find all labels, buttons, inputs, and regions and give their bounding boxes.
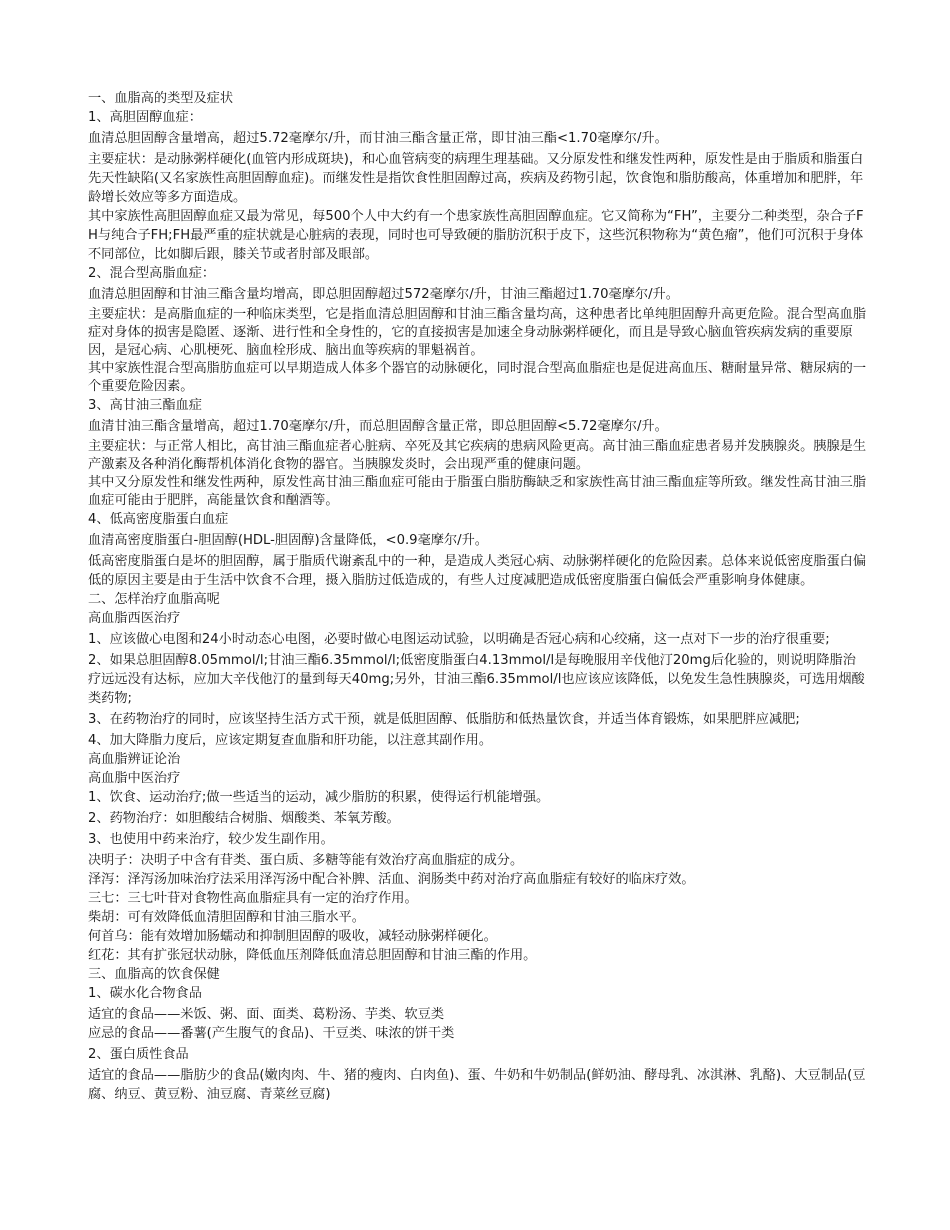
subsection-heading: 3、高甘油三酯血症: [88, 398, 202, 413]
subsection-heading: 2、混合型高脂血症：: [88, 266, 216, 281]
paragraph: 主要症状：与正常人相比，高甘油三酯血症者心脏病、卒死及其它疾病的患病风险更高。高甘油三酯血症患者易并发胰腺炎。胰腺是生产激素及各种消化酶帮机体消化食物的器官。当胰腺发炎时，会出现严重的健康问题。: [88, 439, 867, 472]
paragraph: 其中又分原发性和继发性两种，原发性高甘油三酯血症可能由于脂蛋白脂肪酶缺乏和家族性高甘油三酯血症等所致。继发性高甘油三脂血症可能由于肥胖，高能量饮食和酗酒等。: [88, 475, 867, 508]
list-item: 3、也使用中药来治疗，较少发生副作用。: [88, 832, 334, 847]
herb-item: 何首乌：能有效增加肠蠕动和抑制胆固醇的吸收，减轻动脉粥样硬化。: [88, 929, 497, 944]
subsection-heading: 1、碳水化合物食品: [88, 986, 202, 1001]
herb-item: 红花：其有扩张冠状动脉，降低血压剂降低血清总胆固醇和甘油三酯的作用。: [88, 948, 537, 963]
herb-item: 三七：三七叶苷对食物性高血脂症具有一定的治疗作用。: [88, 891, 418, 906]
herb-item: 泽泻：泽泻汤加味治疗法采用泽泻汤中配合补脾、活血、润肠类中药对治疗高血脂症有较好的临床疗效。: [88, 872, 695, 887]
list-item: 4、加大降脂力度后，应该定期复查血脂和肝功能，以注意其副作用。: [88, 733, 493, 748]
list-item: 2、如果总胆固醇8.05mmol/l;甘油三酯6.35mmol/l;低密度脂蛋白4.13mmol/l是每晚服用辛伐他汀20mg后化验的，则说明降脂治疗远远没有达标，应加大辛伐他汀的量到每天40mg;另外，甘油三酯6.35mmol/l也应该应该降低，以免发生急性胰腺炎，可选用烟酸类药物;: [88, 653, 865, 706]
list-item: 应忌的食品——番薯(产生腹气的食品)、干豆类、味浓的饼干类: [88, 1026, 455, 1041]
subsection-heading: 1、高胆固醇血症：: [88, 110, 202, 125]
list-item: 1、应该做心电图和24小时动态心电图，必要时做心电图运动试验，以明确是否冠心病和心绞痛，这一点对下一步的治疗很重要;: [88, 632, 830, 647]
subsection-heading: 4、低高密度脂蛋白血症: [88, 512, 229, 527]
paragraph: 其中家族性混合型高脂肪血症可以早期造成人体多个器官的动脉硬化，同时混合型高血脂症也是促进高血压、糖耐量异常、糖尿病的一个重要危险因素。: [88, 361, 867, 394]
document-page: [88, 89, 868, 1104]
section-heading: 三、血脂高的饮食保健: [88, 967, 220, 982]
subsection-heading: 高血脂中医治疗: [88, 771, 181, 786]
list-item: 适宜的食品——脂肪少的食品(嫩肉肉、牛、猪的瘦肉、白肉鱼)、蛋、牛奶和牛奶制品(鲜奶油、酵母乳、冰淇淋、乳酪)、大豆制品(豆腐、纳豆、黄豆粉、油豆腐、青菜丝豆腐): [88, 1068, 866, 1102]
paragraph: 血清高密度脂蛋白-胆固醇(HDL-胆固醇)含量降低，<0.9毫摩尔/升。: [88, 533, 488, 548]
subsection-heading: 高血脂辨证论治: [88, 752, 181, 767]
paragraph: 主要症状：是动脉粥样硬化(血管内形成斑块)，和心血管病变的病理生理基础。又分原发性和继发性两种，原发性是由于脂质和脂蛋白先天性缺陷(又名家族性高胆固醇血症)。而继发性是指饮食性胆固醇过高，疾病及药物引起，饮食饱和脂肪酸高，体重增加和肥胖，年龄增长效应等多方面造成。: [88, 152, 864, 205]
list-item: 适宜的食品——米饭、粥、面、面类、葛粉汤、芋类、软豆类: [88, 1007, 445, 1022]
paragraph: 低高密度脂蛋白是坏的胆固醇，属于脂质代谢紊乱中的一种，是造成人类冠心病、动脉粥样硬化的危险因素。总体来说低密度脂蛋白偏低的原因主要是由于生活中饮食不合理，摄入脂肪过低造成的，有些人过度减肥造成低密度脂蛋白偏低会严重影响身体健康。: [88, 554, 867, 588]
list-item: 2、药物治疗：如胆酸结合树脂、烟酸类、苯氧芳酸。: [88, 811, 400, 826]
herb-item: 柴胡：可有效降低血清胆固醇和甘油三脂水平。: [88, 910, 365, 925]
paragraph: 血清甘油三酯含量增高，超过1.70毫摩尔/升，而总胆固醇含量正常，即总胆固醇<5.72毫摩尔/升。: [88, 419, 668, 434]
list-item: 1、饮食、运动治疗;做一些适当的运动，减少脂肪的积累，使得运行机能增强。: [88, 790, 550, 805]
subsection-heading: 高血脂西医治疗: [88, 611, 181, 626]
paragraph: 血清总胆固醇含量增高，超过5.72毫摩尔/升，而甘油三酯含量正常，即甘油三酯<1.70毫摩尔/升。: [88, 131, 668, 146]
section-heading: 一、血脂高的类型及症状: [88, 91, 234, 106]
paragraph: 其中家族性高胆固醇血症又最为常见，每500个人中大约有一个患家族性高胆固醇血症。它又简称为“FH”，主要分二种类型，杂合子FH与纯合子FH;FH最严重的症状就是心脏病的表现，同时也可导致硬的脂肪沉积于皮下，这些沉积物称为“黄色瘤”，他们可沉积于身体不同部位，比如脚后跟，膝关节或者肘部及眼部。: [88, 209, 864, 262]
paragraph: 血清总胆固醇和甘油三酯含量均增高，即总胆固醇超过572毫摩尔/升，甘油三酯超过1.70毫摩尔/升。: [88, 287, 679, 302]
subsection-heading: 2、蛋白质性食品: [88, 1047, 189, 1062]
list-item: 3、在药物治疗的同时，应该坚持生活方式干预，就是低胆固醇、低脂肪和低热量饮食，并适当体育锻炼，如果肥胖应减肥;: [88, 712, 800, 727]
section-heading: 二、怎样治疗血脂高呢: [88, 592, 220, 607]
paragraph: 主要症状：是高脂血症的一种临床类型，它是指血清总胆固醇和甘油三酯含量均高，这种患者比单纯胆固醇升高更危险。混合型高血脂症对身体的损害是隐匿、逐渐、进行性和全身性的，它的直接损害是加速全身动脉粥样硬化，而且是导致心脑血管疾病发病的重要原因，是冠心病、心肌梗死、脑血栓形成、脑出血等疾病的罪魁祸首。: [88, 307, 867, 358]
herb-item: 决明子：决明子中含有苷类、蛋白质、多糖等能有效治疗高血脂症的成分。: [88, 853, 524, 868]
